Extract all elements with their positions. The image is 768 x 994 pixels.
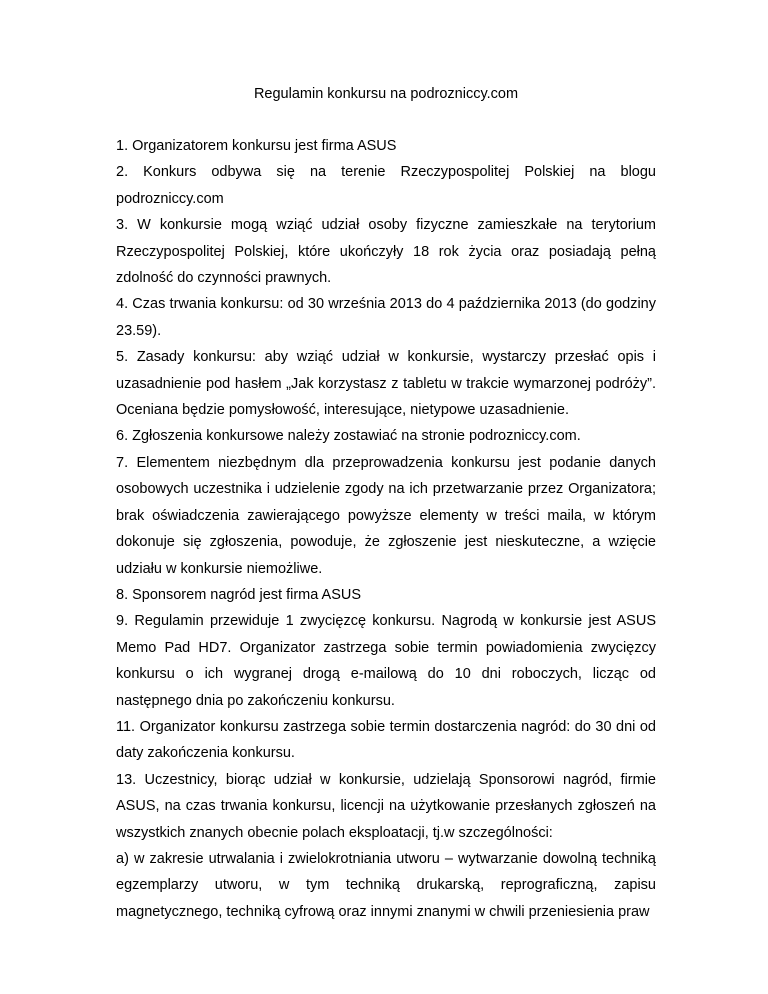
paragraph-2: 2. Konkurs odbywa się na terenie Rzeczypospolitej Polskiej na blogu podrozniccy.com — [116, 164, 656, 207]
paragraph-13a: a) w zakresie utrwalania i zwielokrotniania utworu – wytwarzanie dowolną techniką egzemplarzy utworu, w tym techniką drukarską, reprograficzną, zapisu magnetycznego, techniką cyfrową oraz innymi znanymi w chwili przeniesienia praw — [116, 850, 656, 920]
paragraph-9: 9. Regulamin przewiduje 1 zwycięzcę konkursu. Nagrodą w konkursie jest ASUS Memo Pad HD7. Organizator zastrzega sobie termin powiadomienia zwycięzcy konkursu o ich wygranej drogą e-mailową do 10 dni roboczych, licząc od następnego dnia po zakończeniu konkursu. — [116, 613, 656, 709]
paragraph-6: 6. Zgłoszenia konkursowe należy zostawiać na stronie podrozniccy.com. — [116, 428, 581, 445]
paragraph-13: 13. Uczestnicy, biorąc udział w konkursie, udzielają Sponsorowi nagród, firmie ASUS, na czas trwania konkursu, licencji na użytkowanie przesłanych zgłoszeń na wszystkich znanych obecnie polach eksploatacji, tj.w szczególności: — [116, 771, 656, 841]
paragraph-1: 1. Organizatorem konkursu jest firma ASUS — [116, 138, 397, 154]
document-title: Regulamin konkursu na podrozniccy.com — [253, 86, 519, 102]
paragraph-7: 7. Elementem niezbędnym dla przeprowadzenia konkursu jest podanie danych osobowych uczestnika i udzielenie zgody na ich przetwarzanie przez Organizatora; brak oświadczenia zawierającego powyższe elementy w treści maila, w którym dokonuje się zgłoszenia, powoduje, że zgłoszenie jest nieskuteczne, a wzięcie udziału w konkursie niemożliwe. — [116, 454, 656, 577]
paragraph-3: 3. W konkursie mogą wziąć udział osoby fizyczne zamieszkałe na terytorium Rzeczypospolitej Polskiej, które ukończyły 18 rok życia oraz posiadają pełną zdolność do czynności prawnych. — [116, 217, 656, 287]
paragraph-5: 5. Zasady konkursu: aby wziąć udział w konkursie, wystarczy przesłać opis i uzasadnienie pod hasłem „Jak korzystasz z tabletu w trakcie wymarzonej podróży”. Oceniana będzie pomysłowość, interesujące, nietypowe uzasadnienie. — [116, 349, 656, 419]
paragraph-11: 11. Organizator konkursu zastrzega sobie termin dostarczenia nagród: do 30 dni od daty zakończenia konkursu. — [116, 718, 656, 762]
paragraph-4: 4. Czas trwania konkursu: od 30 września 2013 do 4 października 2013 (do godziny 23.59). — [116, 296, 656, 339]
paragraph-8: 8. Sponsorem nagród jest firma ASUS — [116, 586, 362, 603]
document-body — [116, 133, 656, 925]
